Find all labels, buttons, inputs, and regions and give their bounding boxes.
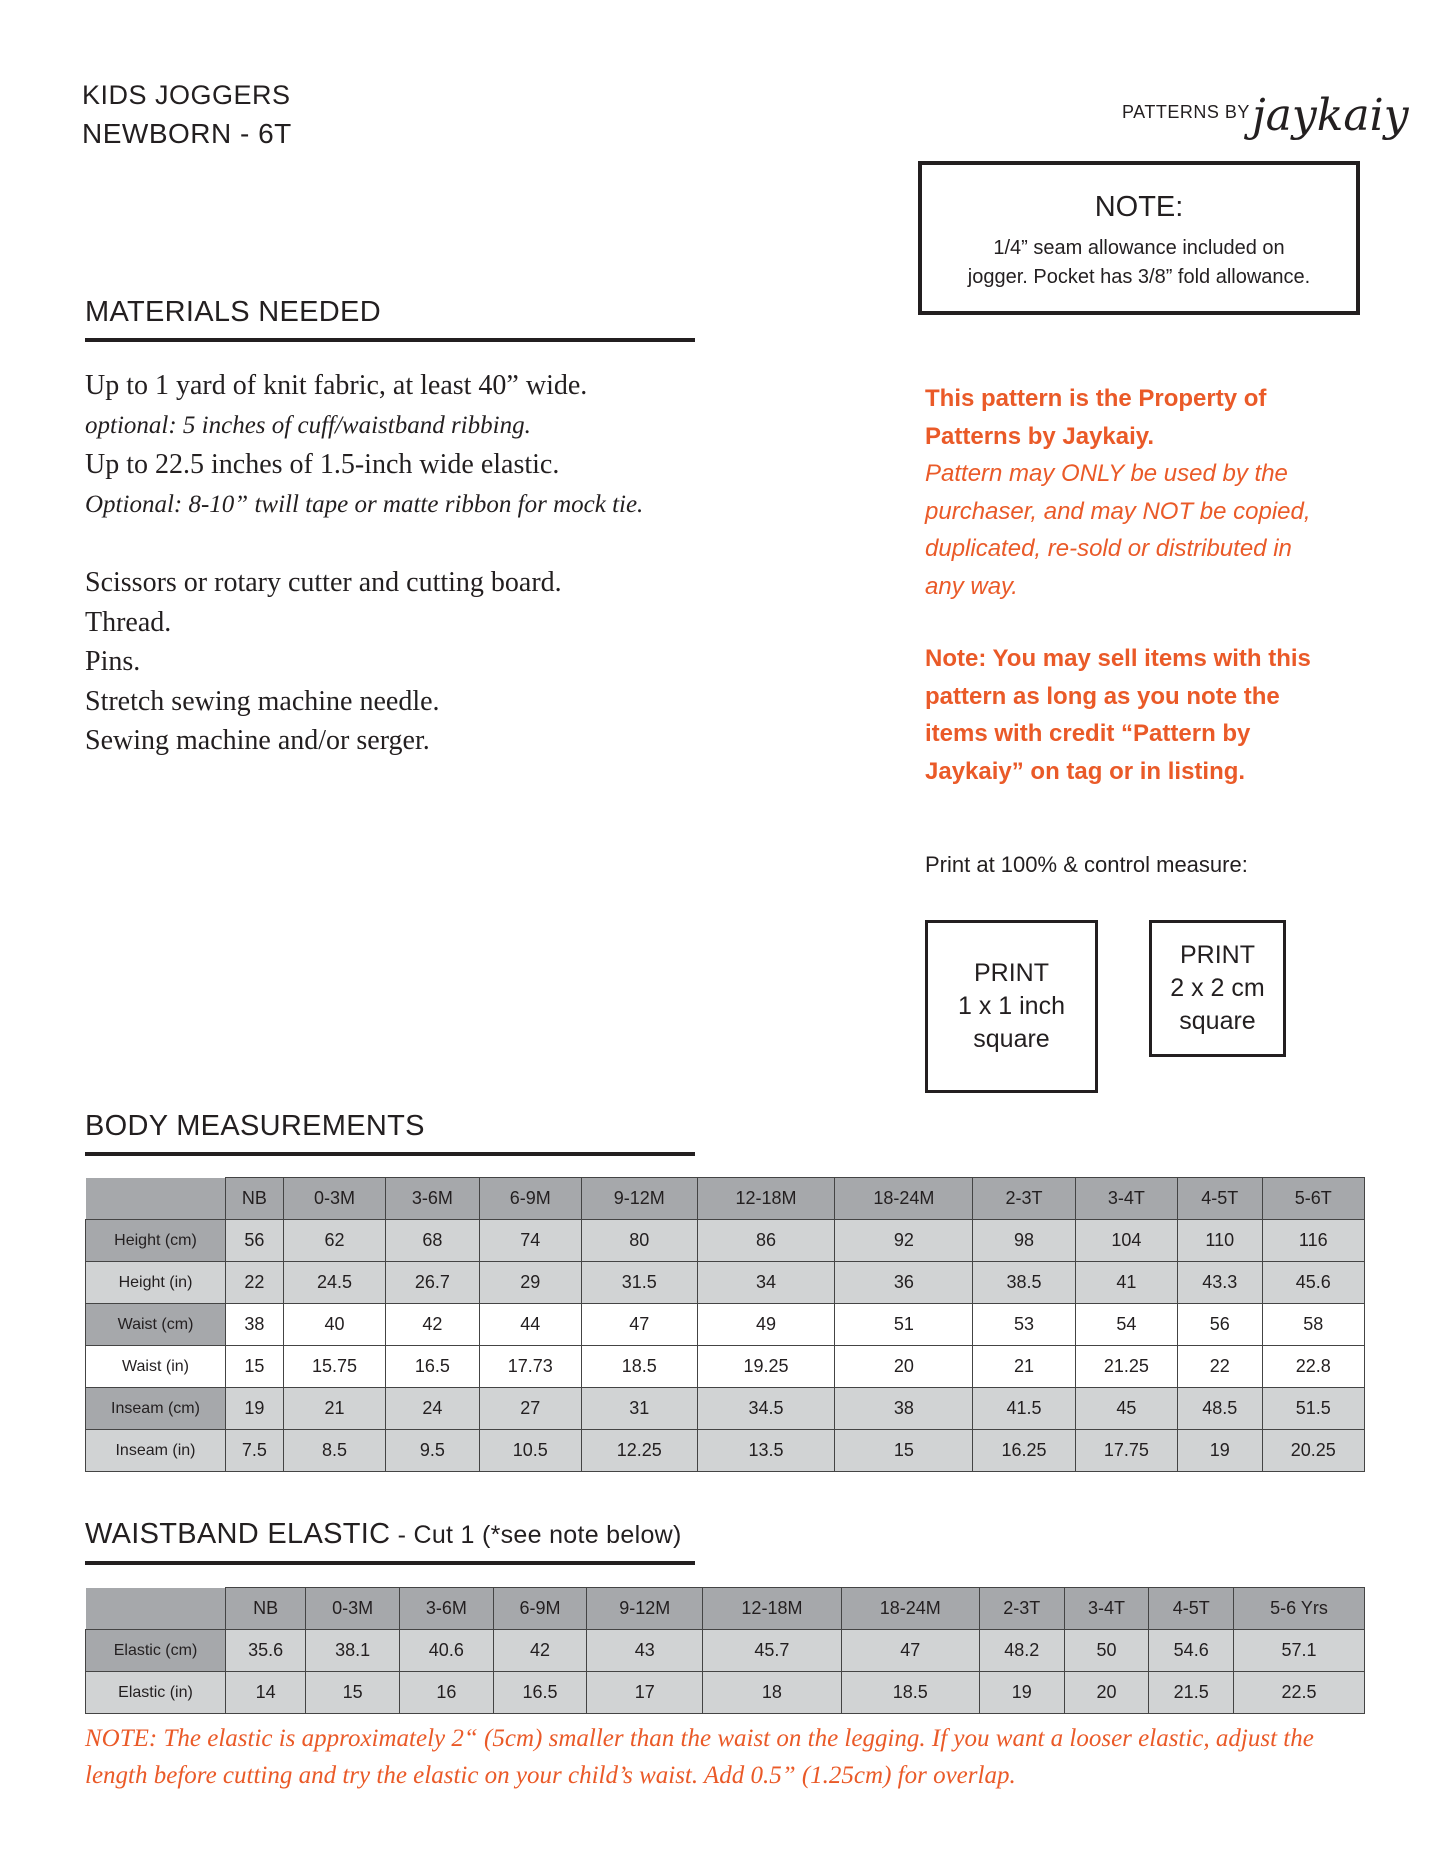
pattern-title: KIDS JOGGERS <box>82 80 291 110</box>
size-header: 12-18M <box>703 1588 841 1630</box>
elastic-heading-sub: - Cut 1 (*see note below) <box>390 1521 682 1549</box>
brand-logo: jaykaiy <box>1252 90 1409 141</box>
table-cell: 15 <box>226 1346 284 1388</box>
size-header: 4-5T <box>1149 1588 1234 1630</box>
table-cell: 104 <box>1075 1220 1177 1262</box>
size-header: 3-4T <box>1064 1588 1149 1630</box>
table-cell: 13.5 <box>697 1430 835 1472</box>
table-cell: 17.75 <box>1075 1430 1177 1472</box>
row-label: Inseam (cm) <box>86 1388 226 1430</box>
body-measurements-divider <box>85 1152 695 1156</box>
table-cell: 38 <box>226 1304 284 1346</box>
table-row <box>86 1430 1365 1472</box>
pattern-size-range: NEWBORN - 6T <box>82 118 292 149</box>
print-box-line: square <box>973 1025 1050 1053</box>
property-line: Pattern may ONLY be used by the <box>925 460 1288 487</box>
table-cell: 40 <box>283 1304 385 1346</box>
materials-item: Up to 22.5 inches of 1.5-inch wide elastic. <box>85 449 560 480</box>
table-cell: 9.5 <box>386 1430 479 1472</box>
table-cell: 20.25 <box>1262 1430 1364 1472</box>
property-line: Patterns by Jaykaiy. <box>925 422 1155 450</box>
sell-line: pattern as long as you note the <box>925 682 1280 710</box>
table-cell: 21.5 <box>1149 1672 1234 1714</box>
sell-line: Jaykaiy” on tag or in listing. <box>925 757 1246 785</box>
size-header: 6-9M <box>479 1178 581 1220</box>
table-cell: 24.5 <box>283 1262 385 1304</box>
table-cell: 43 <box>587 1630 703 1672</box>
property-line: This pattern is the Property of <box>925 385 1267 412</box>
table-cell: 16.5 <box>386 1346 479 1388</box>
table-cell: 20 <box>1064 1672 1149 1714</box>
table-cell: 21 <box>283 1388 385 1430</box>
table-corner <box>86 1178 226 1220</box>
seam-allowance-note-box <box>918 161 1360 315</box>
row-label: Waist (cm) <box>86 1304 226 1346</box>
size-header: 12-18M <box>697 1178 835 1220</box>
table-cell: 38.5 <box>973 1262 1075 1304</box>
row-label: Elastic (in) <box>86 1672 226 1714</box>
table-cell: 19 <box>979 1672 1064 1714</box>
size-header: NB <box>226 1588 306 1630</box>
print-instruction: Print at 100% & control measure: <box>925 852 1248 877</box>
row-label: Height (cm) <box>86 1220 226 1262</box>
table-cell: 34.5 <box>697 1388 835 1430</box>
table-cell: 51 <box>835 1304 973 1346</box>
table-cell: 22 <box>226 1262 284 1304</box>
table-row <box>86 1672 1365 1714</box>
table-row <box>86 1304 1365 1346</box>
table-cell: 56 <box>1178 1304 1263 1346</box>
size-header: 3-6M <box>386 1178 479 1220</box>
elastic-divider <box>85 1561 695 1565</box>
table-cell: 62 <box>283 1220 385 1262</box>
materials-spacer <box>85 524 643 563</box>
row-label: Inseam (in) <box>86 1430 226 1472</box>
table-cell: 35.6 <box>226 1630 306 1672</box>
sell-notice <box>925 640 1375 790</box>
table-cell: 8.5 <box>283 1430 385 1472</box>
table-cell: 86 <box>697 1220 835 1262</box>
table-cell: 43.3 <box>1178 1262 1263 1304</box>
table-cell: 15 <box>835 1430 973 1472</box>
table-cell: 44 <box>479 1304 581 1346</box>
size-header: 2-3T <box>973 1178 1075 1220</box>
note-body <box>922 234 1356 292</box>
table-cell: 19 <box>226 1388 284 1430</box>
materials-divider <box>85 338 695 342</box>
materials-item: Sewing machine and/or serger. <box>85 725 430 756</box>
table-cell: 16.5 <box>493 1672 587 1714</box>
table-cell: 34 <box>697 1262 835 1304</box>
materials-item: Scissors or rotary cutter and cutting board. <box>85 567 562 598</box>
table-cell: 48.5 <box>1178 1388 1263 1430</box>
print-box-line: 1 x 1 inch <box>957 992 1065 1020</box>
table-cell: 42 <box>386 1304 479 1346</box>
note-line: jogger. Pocket has 3/8” fold allowance. <box>967 266 1311 288</box>
size-header: 6-9M <box>493 1588 587 1630</box>
size-header: 5-6T <box>1262 1178 1364 1220</box>
table-cell: 18 <box>703 1672 841 1714</box>
table-cell: 54.6 <box>1149 1630 1234 1672</box>
table-cell: 50 <box>1064 1630 1149 1672</box>
elastic-footnote: NOTE: The elastic is approximately 2“ (5cm) smaller than the waist on the legging. If you want a looser elastic, adjust the length before cutting and try the elastic on your child’s waist. Add 0.5” (1.25cm) for overlap. <box>85 1725 1314 1789</box>
table-cell: 14 <box>226 1672 306 1714</box>
size-header: 5-6 Yrs <box>1234 1588 1365 1630</box>
table-cell: 42 <box>493 1630 587 1672</box>
row-label: Elastic (cm) <box>86 1630 226 1672</box>
table-cell: 15.75 <box>283 1346 385 1388</box>
brand-prefix: PATTERNS BY <box>1122 102 1250 122</box>
table-row <box>86 1630 1365 1672</box>
size-header: 18-24M <box>835 1178 973 1220</box>
body-measurements-heading: BODY MEASUREMENTS <box>85 1110 425 1142</box>
print-box-line: 2 x 2 cm <box>1170 974 1265 1002</box>
table-cell: 22 <box>1178 1346 1263 1388</box>
sell-line: Note: You may sell items with this <box>925 645 1311 672</box>
print-cm-square <box>1149 920 1286 1057</box>
elastic-table <box>85 1587 1365 1714</box>
table-cell: 47 <box>841 1630 979 1672</box>
print-box-line: square <box>1179 1007 1256 1035</box>
elastic-heading <box>85 1518 682 1551</box>
table-cell: 20 <box>835 1346 973 1388</box>
sell-line: items with credit “Pattern by <box>925 720 1251 747</box>
table-corner <box>86 1588 226 1630</box>
table-cell: 16 <box>400 1672 494 1714</box>
size-header: NB <box>226 1178 284 1220</box>
table-cell: 41 <box>1075 1262 1177 1304</box>
materials-item: Stretch sewing machine needle. <box>85 685 440 717</box>
property-line: any way. <box>925 572 1018 600</box>
table-cell: 26.7 <box>386 1262 479 1304</box>
elastic-heading-main: WAISTBAND ELASTIC <box>85 1518 391 1550</box>
materials-list <box>85 366 643 761</box>
table-cell: 17.73 <box>479 1346 581 1388</box>
table-cell: 21 <box>973 1346 1075 1388</box>
table-cell: 58 <box>1262 1304 1364 1346</box>
table-cell: 80 <box>581 1220 697 1262</box>
size-header: 0-3M <box>306 1588 400 1630</box>
materials-item: Optional: 8-10” twill tape or matte ribbon for mock tie. <box>85 490 644 518</box>
size-header: 9-12M <box>587 1588 703 1630</box>
table-cell: 10.5 <box>479 1430 581 1472</box>
table-cell: 45.6 <box>1262 1262 1364 1304</box>
table-cell: 116 <box>1262 1220 1364 1262</box>
table-cell: 18.5 <box>841 1672 979 1714</box>
property-notice <box>925 380 1375 605</box>
size-header: 2-3T <box>979 1588 1064 1630</box>
table-cell: 19 <box>1178 1430 1263 1472</box>
materials-item: Thread. <box>85 606 172 638</box>
table-cell: 38 <box>835 1388 973 1430</box>
table-cell: 41.5 <box>973 1388 1075 1430</box>
print-box-line: PRINT <box>1179 941 1255 969</box>
table-cell: 12.25 <box>581 1430 697 1472</box>
table-cell: 38.1 <box>306 1630 400 1672</box>
table-cell: 31 <box>581 1388 697 1430</box>
table-cell: 53 <box>973 1304 1075 1346</box>
table-cell: 51.5 <box>1262 1388 1364 1430</box>
row-label: Waist (in) <box>86 1346 226 1388</box>
table-cell: 98 <box>973 1220 1075 1262</box>
note-line: 1/4” seam allowance included on <box>993 237 1285 259</box>
size-header: 4-5T <box>1178 1178 1263 1220</box>
print-box-line: PRINT <box>973 959 1049 987</box>
size-header: 9-12M <box>581 1178 697 1220</box>
table-cell: 7.5 <box>226 1430 284 1472</box>
table-cell: 48.2 <box>979 1630 1064 1672</box>
size-header: 3-4T <box>1075 1178 1177 1220</box>
table-cell: 56 <box>226 1220 284 1262</box>
table-cell: 27 <box>479 1388 581 1430</box>
materials-item: Up to 1 yard of knit fabric, at least 40” wide. <box>85 370 588 401</box>
table-cell: 17 <box>587 1672 703 1714</box>
table-cell: 49 <box>697 1304 835 1346</box>
table-cell: 19.25 <box>697 1346 835 1388</box>
table-cell: 54 <box>1075 1304 1177 1346</box>
table-cell: 92 <box>835 1220 973 1262</box>
size-header: 0-3M <box>283 1178 385 1220</box>
table-cell: 45 <box>1075 1388 1177 1430</box>
property-line: duplicated, re-sold or distributed in <box>925 535 1292 562</box>
table-cell: 15 <box>306 1672 400 1714</box>
materials-item: optional: 5 inches of cuff/waistband ribbing. <box>85 411 531 439</box>
table-cell: 18.5 <box>581 1346 697 1388</box>
table-cell: 31.5 <box>581 1262 697 1304</box>
size-header: 3-6M <box>400 1588 494 1630</box>
body-measurements-table <box>85 1177 1365 1472</box>
table-row <box>86 1262 1365 1304</box>
print-inch-square <box>925 920 1098 1093</box>
table-cell: 22.5 <box>1234 1672 1365 1714</box>
property-line: purchaser, and may NOT be copied, <box>925 497 1311 525</box>
table-row <box>86 1346 1365 1388</box>
table-cell: 47 <box>581 1304 697 1346</box>
table-cell: 40.6 <box>400 1630 494 1672</box>
table-cell: 57.1 <box>1234 1630 1365 1672</box>
table-cell: 110 <box>1178 1220 1263 1262</box>
table-row <box>86 1220 1365 1262</box>
table-cell: 21.25 <box>1075 1346 1177 1388</box>
table-cell: 74 <box>479 1220 581 1262</box>
row-label: Height (in) <box>86 1262 226 1304</box>
table-cell: 68 <box>386 1220 479 1262</box>
table-header-row <box>86 1178 1365 1220</box>
note-title: NOTE: <box>1094 191 1184 223</box>
size-header: 18-24M <box>841 1588 979 1630</box>
table-row <box>86 1388 1365 1430</box>
table-cell: 16.25 <box>973 1430 1075 1472</box>
table-cell: 45.7 <box>703 1630 841 1672</box>
table-cell: 36 <box>835 1262 973 1304</box>
table-header-row <box>86 1588 1365 1630</box>
materials-heading: MATERIALS NEEDED <box>85 296 381 328</box>
materials-item: Pins. <box>85 646 141 677</box>
table-cell: 22.8 <box>1262 1346 1364 1388</box>
table-cell: 24 <box>386 1388 479 1430</box>
table-cell: 29 <box>479 1262 581 1304</box>
